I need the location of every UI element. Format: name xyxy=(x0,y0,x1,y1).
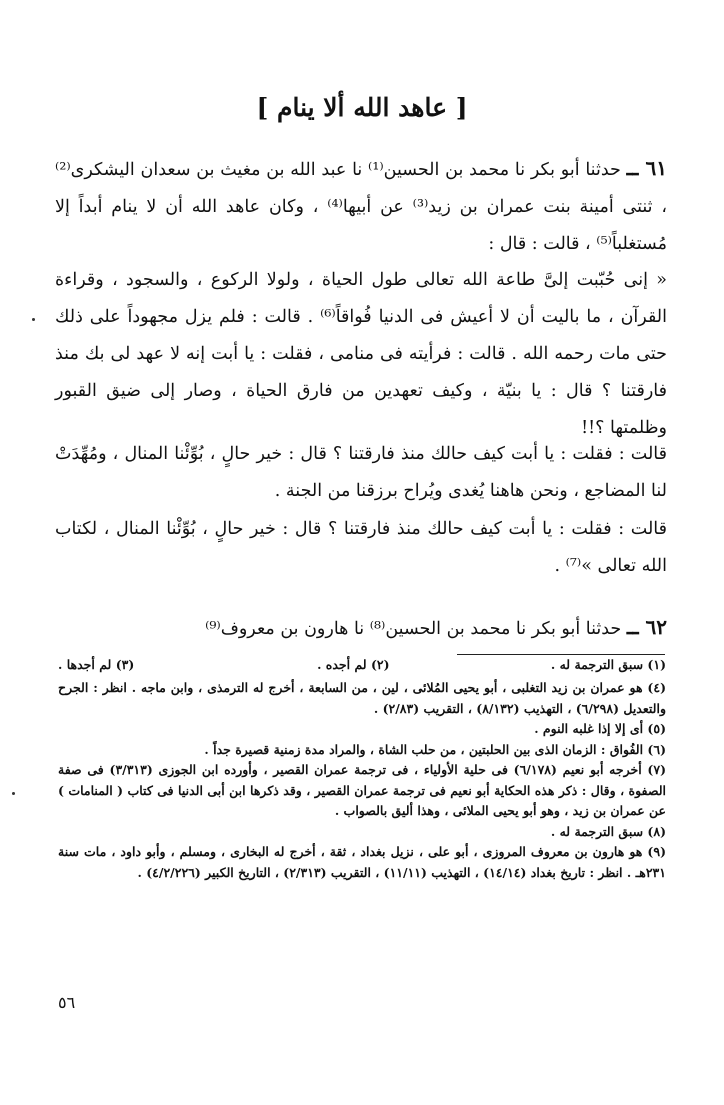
entry-61-paragraph-1 xyxy=(55,150,667,263)
entry-61-paragraph-3: قالت : فقلت : يا أبت كيف حالك منذ فارقتنا ؟ قال : خير حالٍ ، بُوِّئْنا المنال ، ومُهِّدَتْ لنا المضاجع ، ونحن هاهنا يُغدى ويُراح برزقنا من الجنة . xyxy=(55,444,667,501)
entry-61-paragraph-2: « إنى حُبّبت إلىَّ طاعة الله تعالى طول الحياة ، ولولا الركوع ، والسجود ، وقراءة القرآن ، ما باليت أن لا أعيش فى الدنيا فُواقاً⁽⁶⁾ . قالت : فلم يزل مجهوداً على ذلك حتى مات رحمه الله . قالت : فرأيته فى منامى ، فقلت : يا أبت إنه لا عهد لى بك منذ فارقتنا ؟ قال : يا بنيّة ، وكيف تعهدين من فارق الحياة ، وصار إلى ضيق القبور وظلمتها ؟!! xyxy=(55,270,667,438)
footnotes-row-1-3 xyxy=(58,654,666,676)
footnote-3: (٣) لم أجدها . xyxy=(58,657,135,672)
footnote-2: (٢) لم أجده . xyxy=(317,657,390,672)
footnote-4: (٤) هو عمران بن زيد التغلبى ، أبو يحيى المُلائى ، لين ، من السابعة ، أخرج له الترمذى ، وابن ماجه . انظر : الجرح والتعديل (٦/٢٩٨) ، التهذيب (٨/١٣٢) ، التقريب (٢/٨٣) . xyxy=(58,680,666,716)
entry-62-text: حدثنا أبو بكر نا محمد بن الحسين⁽⁸⁾ نا هارون بن معروف⁽⁹⁾ xyxy=(205,619,622,639)
footnote-9: (٩) هو هارون بن معروف المروزى ، أبو على ، نزيل بغداد ، ثقة ، أخرج له البخارى ، ومسلم ، وأبو داود ، مات سنة ٢٣١هـ . انظر : تاريخ بغداد (١٤/١٤) ، التهذيب (١١/١١) ، التقريب (٢/٣١٣) ، التاريخ الكبير (٤/٢/٢٢٦) . xyxy=(58,844,666,880)
entry-61 xyxy=(55,150,667,263)
page-number: ٥٦ xyxy=(58,993,76,1012)
scan-speck xyxy=(12,792,15,795)
entry-61-text-1: حدثنا أبو بكر نا محمد بن الحسين⁽¹⁾ نا عبد الله بن مغيث بن سعدان اليشكرى⁽²⁾ ، ثنتى أمينة بنت عمران بن زيد⁽³⁾ عن أبيها⁽⁴⁾ ، وكان عاهد الله أن لا ينام أبداً إلا مُستغلباً⁽⁵⁾ ، قالت : قال : xyxy=(55,160,668,254)
entry-62-number: ٦٢ ــ xyxy=(626,615,667,639)
footnote-6: (٦) الفُواق : الزمان الذى بين الحلبتين ، من حلب الشاة ، والمراد مدة زمنية قصيرة جداً . xyxy=(204,741,666,757)
entry-61-part-3 xyxy=(55,436,667,510)
footnote-1: (١) سبق الترجمة له . xyxy=(550,657,666,672)
entry-62-paragraph xyxy=(55,609,667,648)
section-heading: [ عاهد الله ألا ينام ] xyxy=(256,93,468,122)
entry-61-part-4 xyxy=(55,511,667,585)
entry-61-number: ٦١ ــ xyxy=(626,156,667,180)
scan-speck xyxy=(32,318,35,321)
entry-62 xyxy=(55,609,667,648)
footnote-8: (٨) سبق الترجمة له . xyxy=(550,823,666,839)
entry-61-paragraph-4: قالت : فقلت : يا أبت كيف حالك منذ فارقتنا ؟ قال : خير حالٍ ، بُوِّئْنا المنال ، لكتاب الله تعالى »⁽⁷⁾ . xyxy=(55,519,667,576)
footnotes xyxy=(58,678,666,883)
entry-61-quote xyxy=(55,262,667,447)
footnote-5: (٥) أى إلا إذا غلبه النوم . xyxy=(534,721,666,736)
footnote-7: (٧) أخرجه أبو نعيم (٦/١٧٨) فى حلية الأولياء ، فى ترجمة عمران القصير ، وأورده ابن الجوزى (٣/٣١٣) فى صفة الصفوة ، وقال : ذكر هذه الحكاية أبو نعيم فى ترجمة عمران القصير ، وقد ذكرها ابن أبى الدنيا فى كتاب ( المنامات ) عن عمران بن زيد ، وهو أبو يحيى الملائى ، وهذا أليق بالصواب . xyxy=(58,762,666,818)
